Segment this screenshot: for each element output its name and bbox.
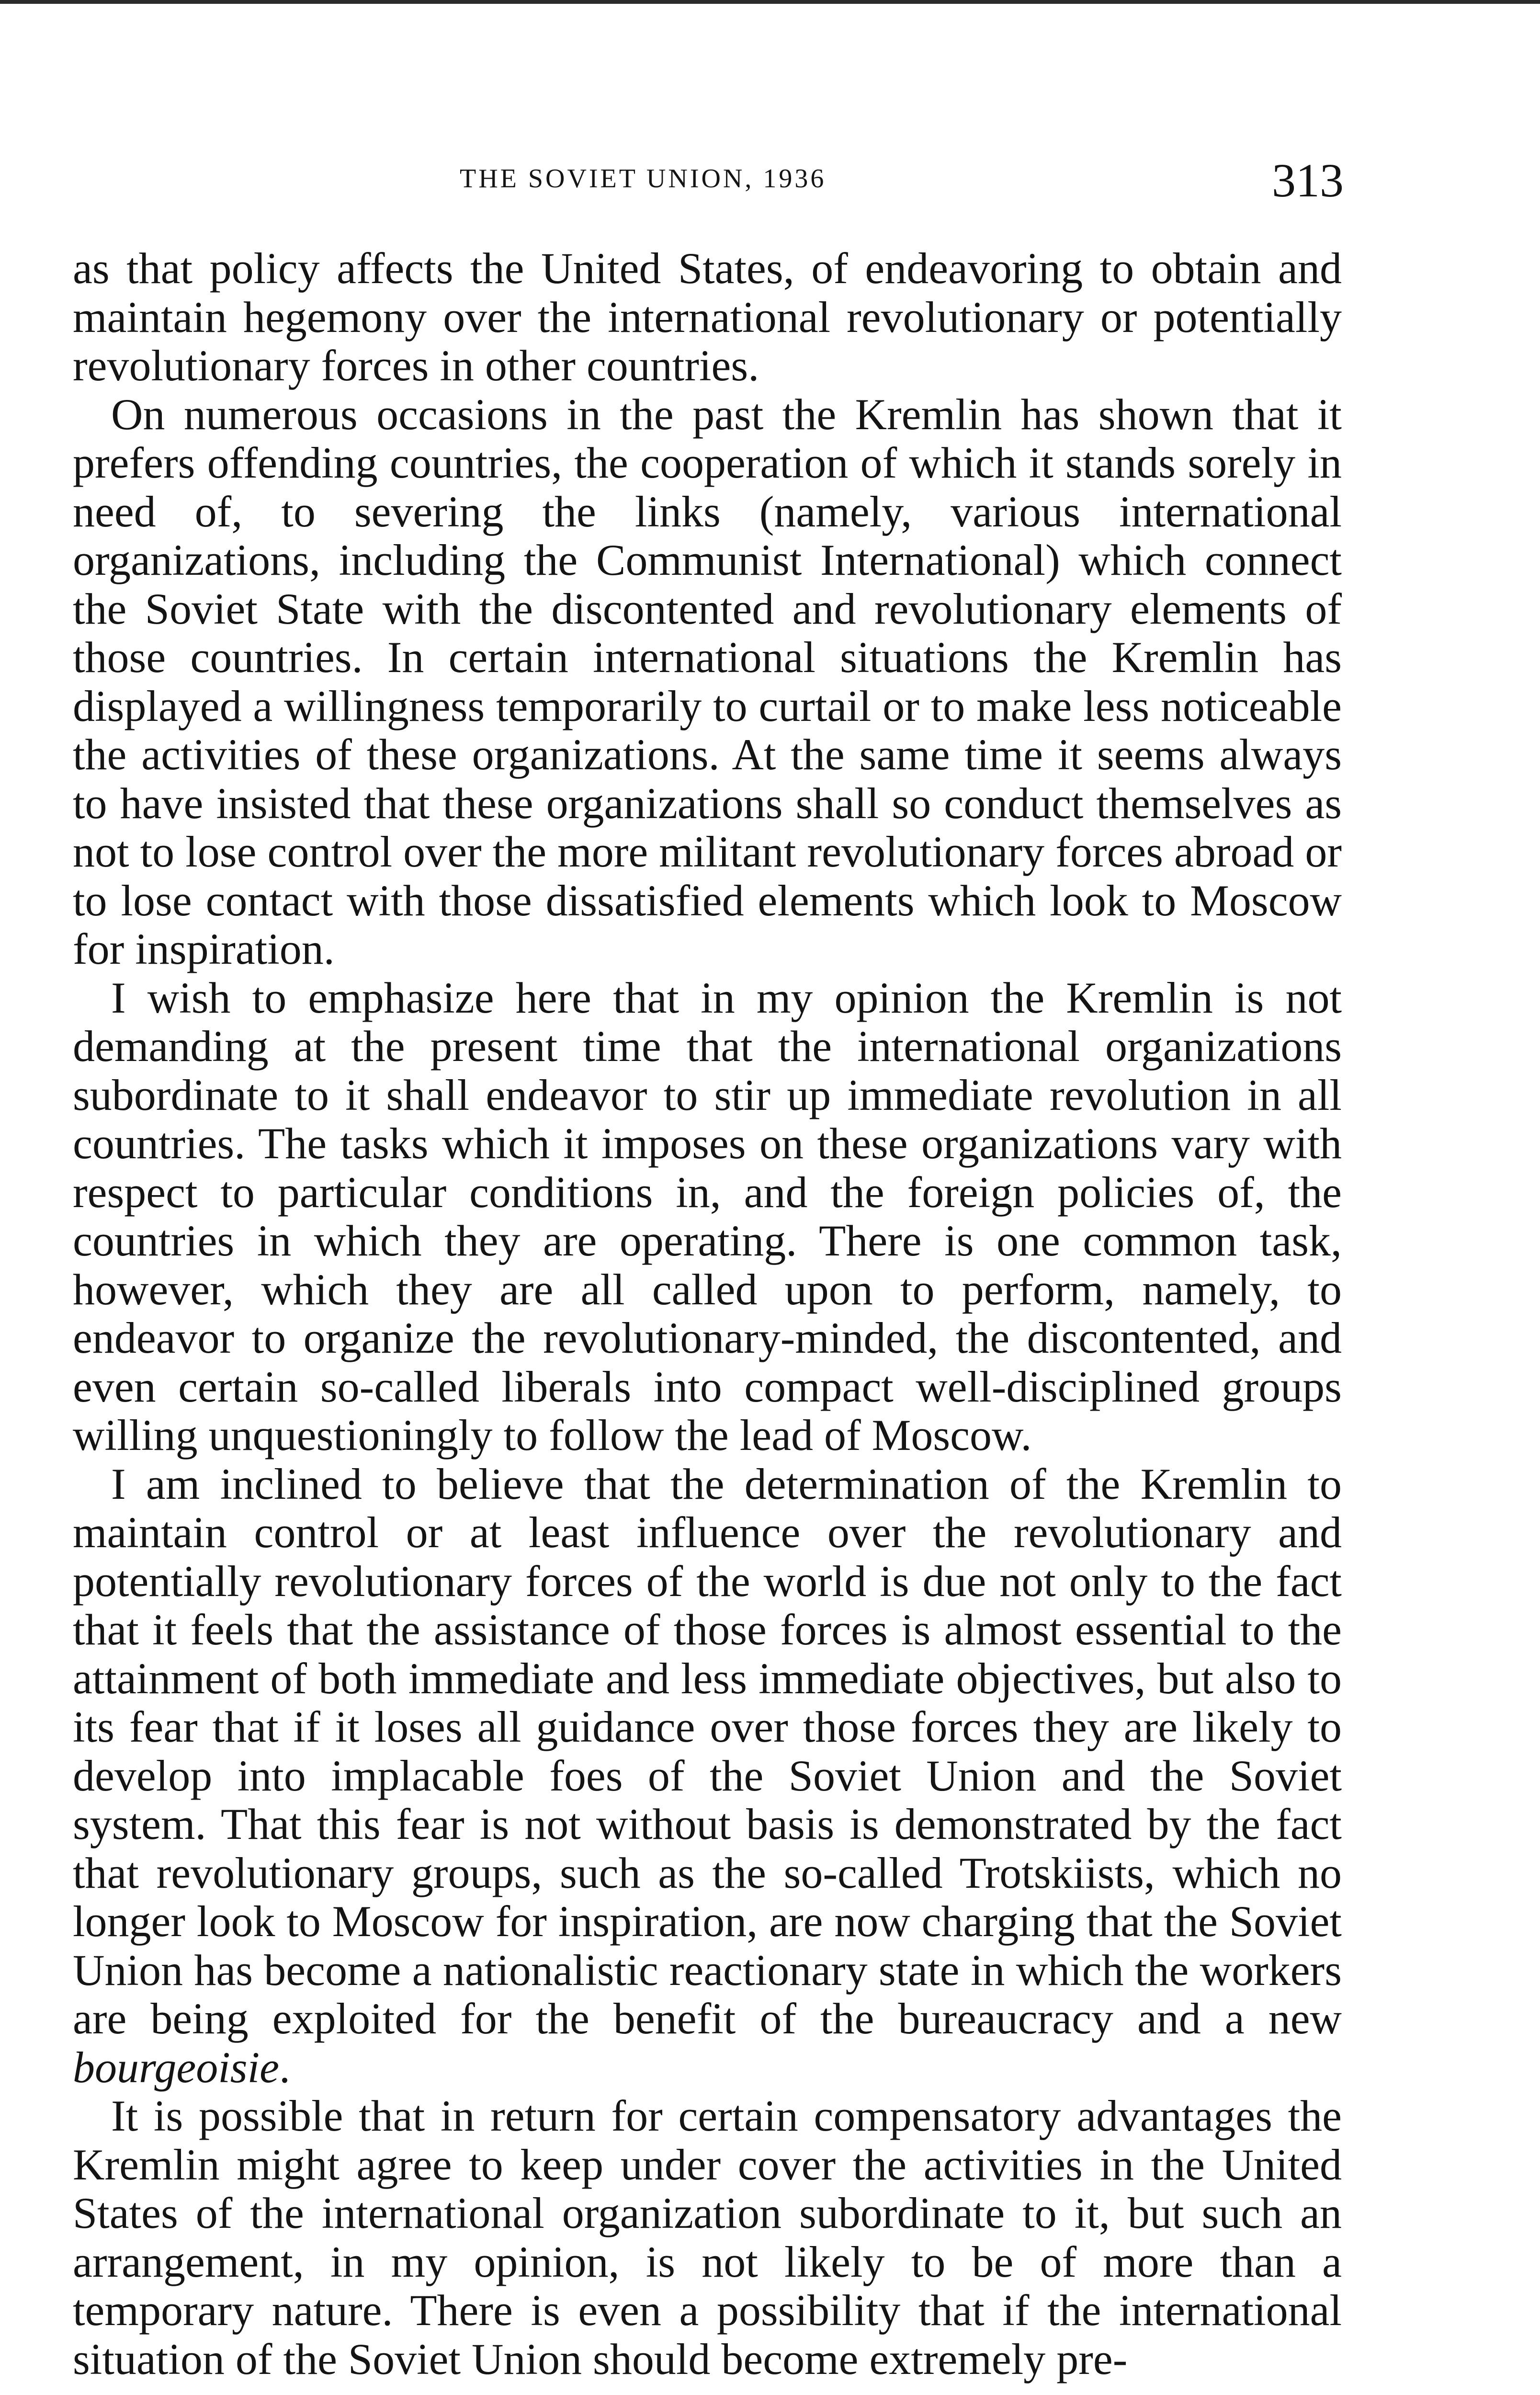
paragraph-4-italic-word: bourgeoisie <box>73 2042 279 2092</box>
paragraph-2: On numerous occasions in the past the Kremlin has shown that it prefers offending countries, the cooperation of which it stands sorely in need of, to severing the links (namely, various international organizations, including the Communist International) which connect the Soviet State with the discontented and revolutionary elements of those countries. In certain international situations the Kremlin has displayed a willingness temporarily to curtail or to make less noticeable the activities of these organizations. At the same time it seems always to have insisted that these organizations shall so conduct themselves as not to lose control over the more militant revolutionary forces abroad or to lose contact with those dissatisfied elements which look to Moscow for inspiration. <box>73 389 1342 973</box>
running-head: THE SOVIET UNION, 1936 <box>460 164 827 194</box>
page-top-edge <box>0 0 1540 4</box>
paragraph-5: It is possible that in return for certain compensatory advantages the Kremlin might agree to keep under cover the activities in the United States of the international organization subordinate to it, but such an arrangement, in my opinion, is not likely to be of more than a temporary nature. There is even a possibility that if the international situation of the Soviet Union should become extremely pre- <box>73 2091 1342 2384</box>
paragraph-4-text: I am inclined to believe that the determination of the Kremlin to maintain control or at least influence over the revolutionary and potentially revolutionary forces of the world is due not only to the fact that it feels that the assistance of those forces is almost essential to the attainment of both immediate and less immediate objectives, but also to its fear that if it loses all guidance over those forces they are likely to develop into implacable foes of the Soviet Union and the Soviet system. That this fear is not without basis is demonstrated by the fact that revolutionary groups, such as the so-called Trotskiists, which no longer look to Moscow for inspiration, are now charging that the Soviet Union has become a nationalistic reactionary state in which the workers are being exploited for the benefit of the bureaucracy and a new <box>73 1459 1342 2043</box>
body-text <box>73 244 1342 2384</box>
paragraph-1: as that policy affects the United States, of endeavoring to obtain and maintain hegemony over the international revolutionary or potentially revolutionary forces in other countries. <box>73 244 1342 390</box>
paragraph-3: I wish to emphasize here that in my opinion the Kremlin is not demanding at the present time that the international organizations subordinate to it shall endeavor to stir up immediate revolution in all countries. The tasks which it imposes on these organizations vary with respect to particular conditions in, and the foreign policies of, the countries in which they are operating. There is one common task, however, which they are all called upon to perform, namely, to endeavor to organize the revolutionary-minded, the discontented, and even certain so-called liberals into compact well-disciplined groups willing unquestioningly to follow the lead of Moscow. <box>73 973 1342 1460</box>
page-number: 313 <box>1272 154 1344 207</box>
paragraph-4-period: . <box>279 2042 290 2092</box>
paragraph-4 <box>73 1460 1342 2092</box>
